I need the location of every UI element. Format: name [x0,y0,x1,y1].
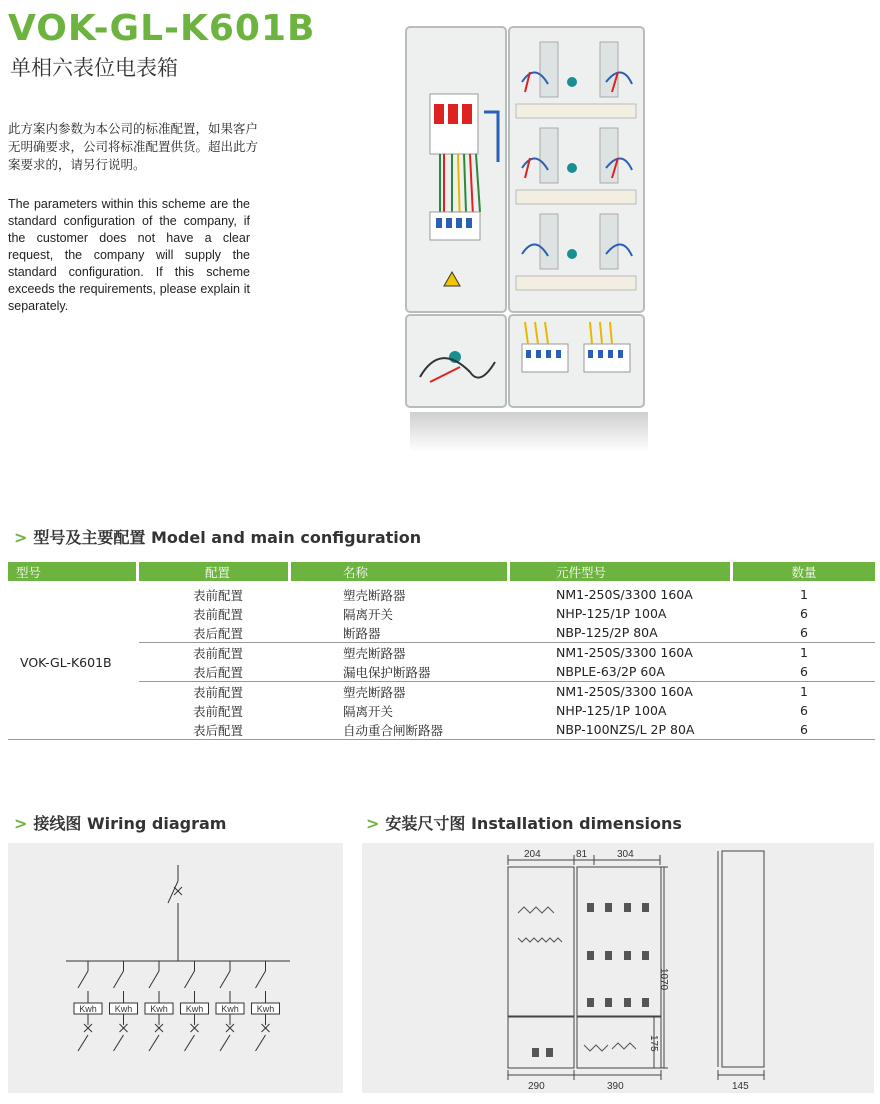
kwh-meter-label: Kwh [256,1004,275,1014]
col-header-name: 名称 [291,562,510,581]
dim-depth: 145 [732,1081,749,1092]
table-row [8,604,875,623]
kwh-meter-label: Kwh [114,1004,133,1014]
qty-cell: 1 [733,681,875,701]
qty-cell: 1 [733,642,875,662]
description-en: The parameters within this scheme are the standard configuration of the company, if the customer does not have a clear request, the company will supply the standard configuration. If this scheme exceeds the requirements, please explain it separately. [8,197,250,313]
config-title-text: 型号及主要配置 Model and main configuration [33,528,422,547]
config-cell: 表前配置 [193,587,244,603]
config-cell: 表前配置 [193,703,244,719]
wiring-diagram [8,843,343,1093]
config-cell: 表前配置 [139,681,291,701]
kwh-meter-label: Kwh [79,1004,97,1014]
install-diagram [362,843,874,1093]
table-row [8,623,875,642]
table-row [8,720,875,740]
table-header-row [8,562,875,581]
table-row [8,701,875,720]
isolator-switch [256,971,266,988]
config-cell: 表后配置 [193,664,244,680]
name-cell: 断路器 [343,625,381,641]
breaker-switch [149,1035,159,1051]
name-cell: 自动重合闸断路器 [291,720,510,740]
part-cell: NBPLE-63/2P 60A [556,664,665,679]
name-cell: 漏电保护断路器 [343,664,431,680]
kwh-meter-label: Kwh [185,1004,204,1014]
dim-lower-height: 175 [648,1035,659,1052]
col-header-part: 元件型号 [510,562,733,581]
breaker-switch [256,1035,266,1051]
name-cell: 隔离开关 [343,703,394,719]
config-table [8,562,875,740]
table-row [8,642,875,662]
dim-top-mid: 81 [576,849,588,860]
table-row [8,681,875,701]
table-row [8,585,875,604]
product-photo [400,22,660,452]
qty-cell: 1 [800,587,808,602]
qty-cell: 6 [800,625,808,640]
wiring-section-title [14,811,226,834]
section-arrow-icon: > [14,814,28,833]
qty-cell: 6 [800,606,808,621]
isolator-switch [78,971,88,988]
dim-bottom-left: 290 [528,1081,545,1092]
isolator-switch [185,971,195,988]
col-header-config: 配置 [139,562,291,581]
part-cell: NBP-125/2P 80A [556,625,658,640]
config-cell: 表后配置 [139,720,291,740]
table-row [8,662,875,681]
dim-bottom-right: 390 [607,1081,624,1092]
part-cell: NBP-100NZS/L 2P 80A [510,720,733,740]
meter-branches [74,961,280,1051]
col-header-model: 型号 [8,562,139,581]
part-cell: NM1-250S/3300 160A [510,642,733,662]
breaker-switch [78,1035,88,1051]
product-code: VOK-GL-K601B [8,8,316,49]
install-title-text: 安装尺寸图 Installation dimensions [385,814,682,833]
part-cell: NHP-125/1P 100A [556,606,667,621]
part-cell: NM1-250S/3300 160A [510,681,733,701]
install-diagram-panel [362,843,874,1093]
qty-cell: 6 [800,703,808,718]
part-cell: NHP-125/1P 100A [556,703,667,718]
config-cell: 表后配置 [193,625,244,641]
isolator-switch [220,971,230,988]
breaker-switch [220,1035,230,1051]
wiring-title-text: 接线图 Wiring diagram [33,814,227,833]
isolator-switch [114,971,124,988]
config-cell: 表前配置 [139,642,291,662]
config-section-title [14,525,421,548]
col-header-qty: 数量 [733,562,875,581]
dim-top-right: 304 [617,849,634,860]
wiring-diagram-panel [8,843,343,1093]
breaker-switch [185,1035,195,1051]
install-section-title [366,811,682,834]
config-cell: 表前配置 [193,606,244,622]
section-arrow-icon: > [14,528,28,547]
description-cn: 此方案内参数为本公司的标准配置，如果客户无明确要求，公司将标准配置供货。超出此方案要求的，请另行说明。 [8,121,259,172]
isolator-switch [149,971,159,988]
dim-top-left: 204 [524,849,541,860]
qty-cell: 6 [800,664,808,679]
model-cell: VOK-GL-K601B [8,585,139,740]
part-cell: NM1-250S/3300 160A [556,587,693,602]
kwh-meter-label: Kwh [221,1004,239,1014]
section-arrow-icon: > [366,814,380,833]
dim-height: 1070 [658,968,669,991]
kwh-meter-label: Kwh [150,1004,168,1014]
name-cell: 塑壳断路器 [343,587,406,603]
qty-cell: 6 [733,720,875,740]
name-cell: 隔离开关 [343,606,394,622]
name-cell: 塑壳断路器 [291,642,510,662]
name-cell: 塑壳断路器 [291,681,510,701]
product-name: 单相六表位电表箱 [10,56,178,80]
breaker-switch [114,1035,124,1051]
